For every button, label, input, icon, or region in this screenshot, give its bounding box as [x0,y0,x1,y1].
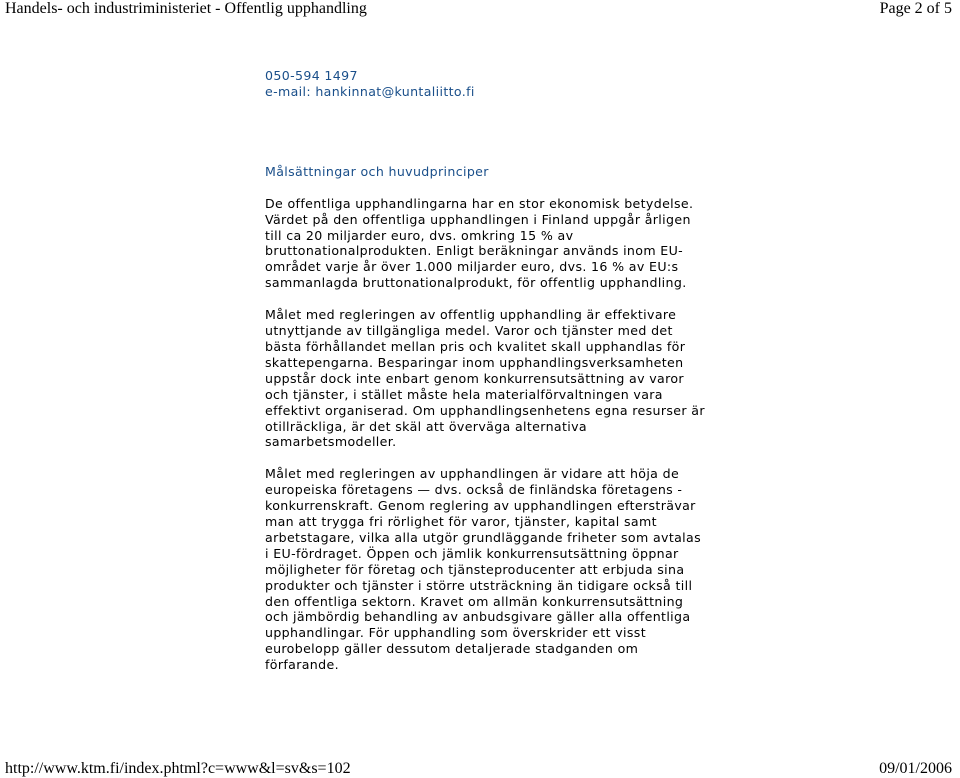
print-footer [5,760,952,778]
contact-block [265,68,705,100]
paragraph-competitiveness: Målet med regleringen av upphandlingen är vidare att höja de europeiska företagens — dvs. också de finländska företagens - konkurrenskraft. Genom reglering av upphandlingen eftersträvar man att trygga fri rörlighet för varor, tjänster, kapital samt arbetstagare, vilka alla utgör grundläggande friheter som avtalas i EU-fördraget. Öppen och jämlik konkurrensutsättning öppnar möjligheter för företag och tjänsteproducenter att erbjuda sina produkter och tjänster i större utsträckning än tidigare också till den offentliga sektorn. Kravet om allmän konkurrensutsättning och jämbördig behandling av anbudsgivare gäller alla offentliga upphandlingar. För upphandling som överskrider ett visst eurobelopp gäller dessutom detaljerade stadganden om förfarande. [265,466,702,673]
contact-phone: 050-594 1497 [265,68,358,83]
paragraph-efficient-use: Målet med regleringen av offentlig upphandling är effektivare utnyttjande av tillgängliga medel. Varor och tjänster med det bästa förhållandet mellan pris och kvalitet skall upphandlas för skattepengarna. Besparingar inom upphandlingsverksamheten uppstår dock inte enbart genom konkurrensutsättning av varor och tjänster, i stället måste hela materialförvaltningen vara effektivt organiserad. Om upphandlingsenhetens egna resurser är otillräckliga, är det skäl att överväga alternativa samarbetsmodeller. [265,307,705,450]
contact-email-line [265,84,705,100]
contact-email-prefix: e-mail: [265,83,316,99]
print-header [5,0,952,18]
print-header-page-number: Page 2 of 5 [879,0,952,17]
paragraph-economic-significance: De offentliga upphandlingarna har en stor ekonomisk betydelse. Värdet på den offentliga upphandlingen i Finland uppgår årligen till ca 20 miljarder euro, dvs. omkring 15 % av bruttonationalprodukten. Enligt beräkningar används inom EU-området varje år över 1.000 miljarder euro, dvs. 16 % av EU:s sammanlagda bruttonationalprodukt, för offentlig upphandling. [265,195,694,291]
section-heading: Målsättningar och huvudprinciper [265,163,489,179]
contact-email-link[interactable]: hankinnat@kuntaliitto.fi [315,83,475,99]
document-content [265,68,705,673]
print-footer-date: 09/01/2006 [879,760,952,777]
print-header-title: Handels- och industriministeriet - Offentlig upphandling [5,0,367,17]
print-footer-url: http://www.ktm.fi/index.phtml?c=www&l=sv&s=102 [5,760,351,777]
